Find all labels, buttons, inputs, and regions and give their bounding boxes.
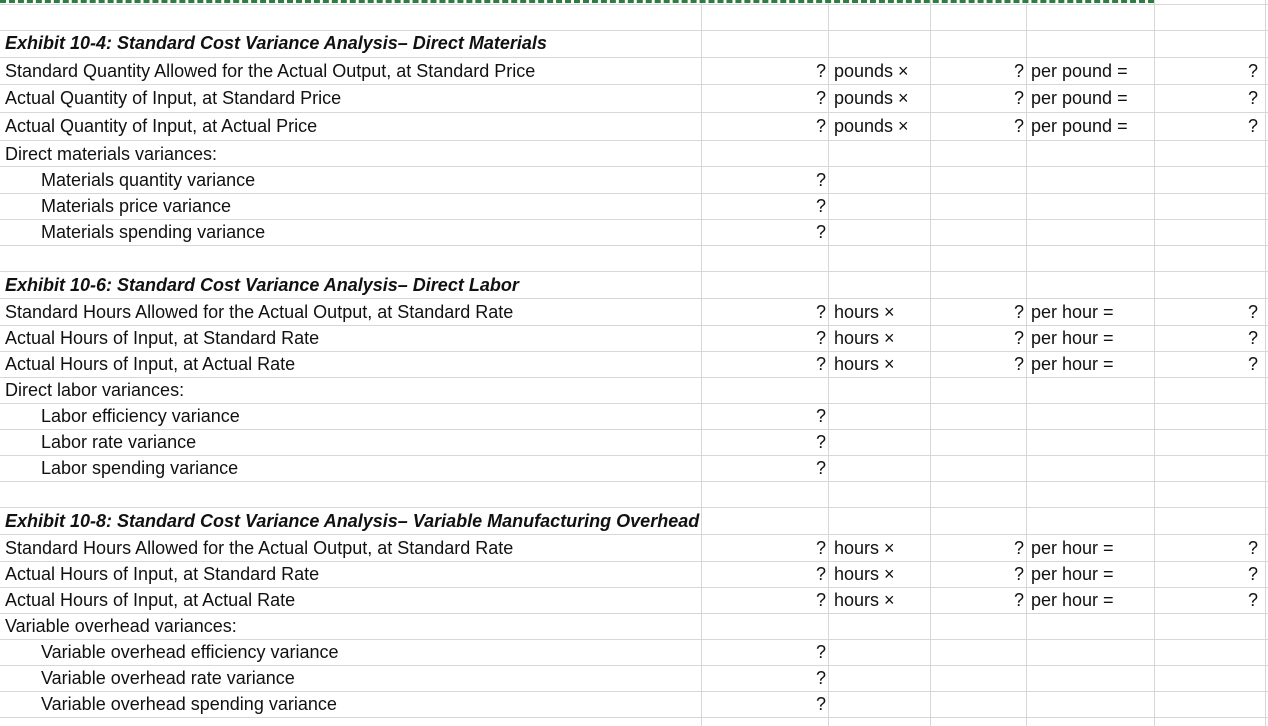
variance-row[interactable] — [0, 429, 1268, 455]
total-cell: ? — [1247, 589, 1258, 610]
price-unit: per hour = — [1031, 563, 1114, 584]
variance-row[interactable] — [0, 219, 1268, 245]
variance-label: Labor rate variance — [41, 431, 197, 452]
total-cell: ? — [1247, 115, 1258, 136]
variance-label: Labor spending variance — [41, 457, 239, 478]
quantity-unit: pounds × — [834, 60, 909, 81]
variance-value: ? — [815, 667, 826, 688]
price-cell: ? — [1013, 563, 1024, 584]
variance-row[interactable] — [0, 665, 1268, 691]
variance-value: ? — [815, 221, 826, 242]
variances-heading-row[interactable] — [0, 613, 1268, 639]
total-cell: ? — [1247, 327, 1258, 348]
quantity-cell: ? — [815, 353, 826, 374]
quantity-unit: hours × — [834, 301, 895, 322]
quantity-cell: ? — [815, 563, 826, 584]
price-unit: per hour = — [1031, 353, 1114, 374]
section-title-row[interactable] — [0, 30, 1268, 56]
section-title: Exhibit 10-6: Standard Cost Variance Analysis– Direct Labor — [5, 274, 519, 295]
variance-value: ? — [815, 405, 826, 426]
gridline — [0, 245, 1268, 246]
line-label: Actual Quantity of Input, at Actual Price — [5, 115, 318, 136]
price-unit: per pound = — [1031, 87, 1128, 108]
section-title: Exhibit 10-8: Standard Cost Variance Analysis– Variable Manufacturing Overhead — [5, 510, 700, 531]
table-row[interactable] — [0, 351, 1268, 377]
line-label: Actual Hours of Input, at Standard Rate — [5, 327, 320, 348]
quantity-cell: ? — [815, 537, 826, 558]
variances-heading-row[interactable] — [0, 141, 1268, 167]
quantity-cell: ? — [815, 115, 826, 136]
quantity-cell: ? — [815, 327, 826, 348]
variances-heading: Direct labor variances: — [5, 379, 185, 400]
variances-heading: Variable overhead variances: — [5, 615, 237, 636]
line-label: Standard Hours Allowed for the Actual Output, at Standard Rate — [5, 301, 514, 322]
variance-label: Variable overhead efficiency variance — [41, 641, 339, 662]
price-unit: per hour = — [1031, 589, 1114, 610]
line-label: Actual Quantity of Input, at Standard Price — [5, 87, 342, 108]
quantity-unit: hours × — [834, 327, 895, 348]
quantity-unit: hours × — [834, 589, 895, 610]
price-cell: ? — [1013, 353, 1024, 374]
table-row[interactable] — [0, 587, 1268, 613]
variances-heading-row[interactable] — [0, 377, 1268, 403]
quantity-unit: pounds × — [834, 115, 909, 136]
variance-value: ? — [815, 195, 826, 216]
table-row[interactable] — [0, 535, 1268, 561]
table-row[interactable] — [0, 58, 1268, 84]
gridline — [0, 481, 1268, 482]
variance-row[interactable] — [0, 403, 1268, 429]
table-row[interactable] — [0, 299, 1268, 325]
line-label: Actual Hours of Input, at Actual Rate — [5, 589, 296, 610]
copy-selection-marquee — [0, 0, 1154, 3]
gridline — [0, 717, 1268, 718]
line-label: Standard Hours Allowed for the Actual Output, at Standard Rate — [5, 537, 514, 558]
gridline — [0, 4, 1268, 5]
price-cell: ? — [1013, 115, 1024, 136]
price-unit: per hour = — [1031, 537, 1114, 558]
variance-label: Variable overhead rate variance — [41, 667, 295, 688]
quantity-cell: ? — [815, 301, 826, 322]
variance-row[interactable] — [0, 639, 1268, 665]
quantity-cell: ? — [815, 589, 826, 610]
variance-value: ? — [815, 641, 826, 662]
table-row[interactable] — [0, 113, 1268, 139]
variance-label: Materials price variance — [41, 195, 232, 216]
variance-label: Materials quantity variance — [41, 169, 256, 190]
table-row[interactable] — [0, 325, 1268, 351]
quantity-cell: ? — [815, 60, 826, 81]
variance-label: Variable overhead spending variance — [41, 693, 337, 714]
variance-row[interactable] — [0, 167, 1268, 193]
variance-label: Materials spending variance — [41, 221, 266, 242]
variances-heading: Direct materials variances: — [5, 143, 218, 164]
section-title: Exhibit 10-4: Standard Cost Variance Analysis– Direct Materials — [5, 32, 547, 53]
table-row[interactable] — [0, 85, 1268, 111]
variance-label: Labor efficiency variance — [41, 405, 240, 426]
quantity-unit: hours × — [834, 537, 895, 558]
total-cell: ? — [1247, 353, 1258, 374]
variance-value: ? — [815, 169, 826, 190]
quantity-unit: hours × — [834, 563, 895, 584]
variance-row[interactable] — [0, 455, 1268, 481]
price-cell: ? — [1013, 327, 1024, 348]
quantity-unit: hours × — [834, 353, 895, 374]
price-cell: ? — [1013, 301, 1024, 322]
line-label: Standard Quantity Allowed for the Actual Output, at Standard Price — [5, 60, 536, 81]
price-unit: per pound = — [1031, 115, 1128, 136]
price-unit: per hour = — [1031, 301, 1114, 322]
price-cell: ? — [1013, 60, 1024, 81]
table-row[interactable] — [0, 561, 1268, 587]
variance-value: ? — [815, 693, 826, 714]
section-title-row[interactable] — [0, 508, 1268, 534]
total-cell: ? — [1247, 60, 1258, 81]
line-label: Actual Hours of Input, at Standard Rate — [5, 563, 320, 584]
section-title-row[interactable] — [0, 272, 1268, 298]
total-cell: ? — [1247, 87, 1258, 108]
price-cell: ? — [1013, 87, 1024, 108]
total-cell: ? — [1247, 301, 1258, 322]
variance-value: ? — [815, 457, 826, 478]
price-cell: ? — [1013, 589, 1024, 610]
total-cell: ? — [1247, 563, 1258, 584]
price-unit: per hour = — [1031, 327, 1114, 348]
quantity-unit: pounds × — [834, 87, 909, 108]
price-cell: ? — [1013, 537, 1024, 558]
variance-value: ? — [815, 431, 826, 452]
variance-row[interactable] — [0, 691, 1268, 717]
line-label: Actual Hours of Input, at Actual Rate — [5, 353, 296, 374]
quantity-cell: ? — [815, 87, 826, 108]
total-cell: ? — [1247, 537, 1258, 558]
variance-row[interactable] — [0, 193, 1268, 219]
price-unit: per pound = — [1031, 60, 1128, 81]
